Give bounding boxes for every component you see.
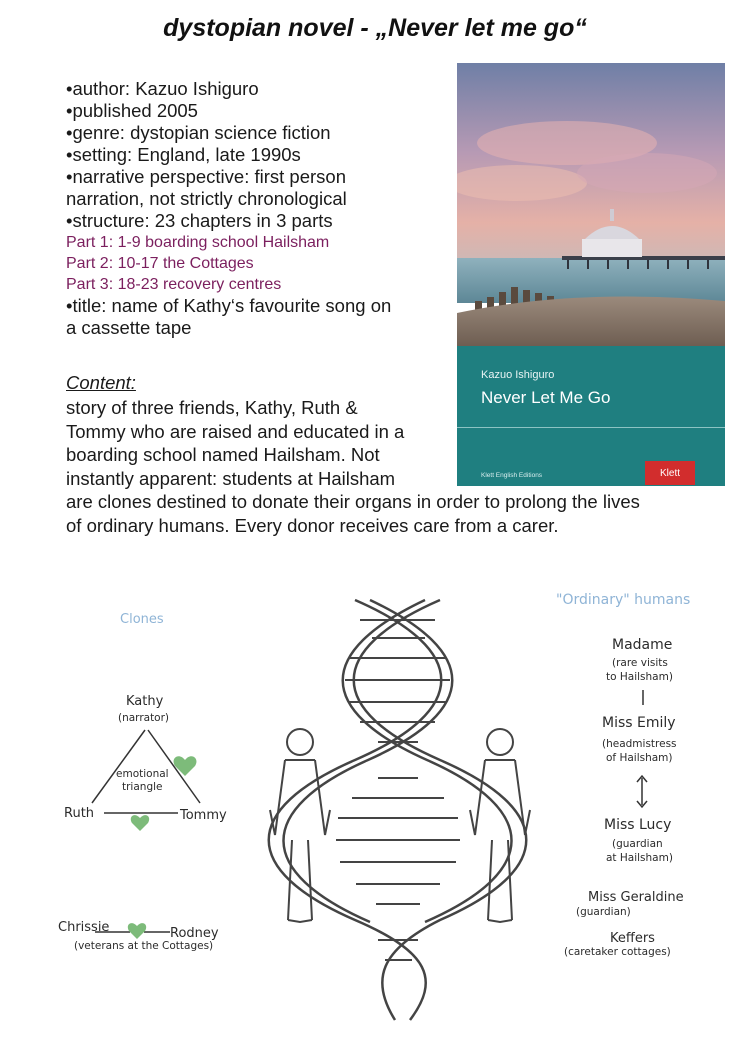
kathy-label: Kathy (126, 694, 164, 709)
fact-setting: •setting: England, late 1990s (66, 144, 301, 165)
fact-title: •title: name of Kathy‘s favourite song on (66, 295, 392, 316)
book-facts (66, 78, 456, 339)
content-line: of ordinary humans. Every donor receives care from a carer. (66, 514, 559, 536)
page-title: dystopian novel - „Never let me go“ (163, 14, 587, 42)
lucy-note-line1: (guardian (612, 838, 663, 850)
heart-icon (128, 923, 146, 939)
person-icon (270, 729, 330, 922)
cover-author: Kazuo Ishiguro (481, 369, 555, 381)
heart-icon (131, 815, 149, 831)
kathy-note: (narrator) (118, 712, 170, 724)
content-heading: Content: (66, 372, 136, 393)
triangle-note-line2: triangle (122, 781, 163, 793)
miss-emily-label: Miss Emily (602, 715, 676, 731)
fact-perspective-cont: narration, not strictly chronological (66, 188, 347, 209)
part-1: Part 1: 1-9 boarding school Hailsham (66, 234, 330, 251)
emily-note-line1: (headmistress (602, 738, 677, 750)
content-line: story of three friends, Kathy, Ruth & (66, 397, 358, 418)
character-diagram (0, 560, 750, 1040)
heart-icon (174, 756, 197, 776)
fact-perspective: •narrative perspective: first person (66, 166, 346, 187)
madame-note-line2: to Hailsham) (606, 671, 673, 683)
chrissie-label: Chrissie (58, 920, 110, 935)
content-line: boarding school named Hailsham. Not (66, 444, 380, 465)
cover-edition: Klett English Editions (481, 472, 543, 479)
madame-note-line1: (rare visits (612, 657, 668, 669)
keffers-note: (caretaker cottages) (564, 946, 671, 958)
tommy-label: Tommy (180, 808, 227, 823)
content-line: are clones destined to donate their organs in order to prolong the lives (66, 491, 640, 512)
fact-genre: •genre: dystopian science fiction (66, 122, 331, 143)
dna-helix-icon (269, 600, 527, 1020)
miss-geraldine-label: Miss Geraldine (588, 890, 684, 905)
klett-logo: Klett (645, 461, 695, 485)
ordinary-humans-label: "Ordinary" humans (556, 592, 691, 608)
clones-label: Clones (120, 612, 164, 627)
veterans-note: (veterans at the Cottages) (74, 940, 214, 952)
madame-label: Madame (612, 637, 673, 653)
ruth-label: Ruth (64, 806, 95, 821)
triangle-note-line1: emotional (116, 768, 169, 780)
emily-note-line2: of Hailsham) (606, 752, 673, 764)
fact-published: •published 2005 (66, 100, 198, 121)
book-cover (457, 63, 725, 486)
cover-photo-pier (457, 63, 725, 346)
cover-title: Never Let Me Go (481, 388, 611, 407)
content-line: Tommy who are raised and educated in a (66, 420, 405, 442)
content-line: instantly apparent: students at Hailsham (66, 467, 396, 489)
rodney-label: Rodney (170, 926, 219, 941)
fact-title-cont: a cassette tape (66, 317, 192, 338)
part-2: Part 2: 10-17 the Cottages (66, 255, 254, 272)
miss-lucy-label: Miss Lucy (604, 817, 672, 833)
fact-structure: •structure: 23 chapters in 3 parts (66, 210, 333, 231)
lucy-note-line2: at Hailsham) (606, 852, 673, 864)
cover-divider (457, 427, 725, 428)
keffers-label: Keffers (610, 931, 655, 946)
geraldine-note: (guardian) (576, 906, 631, 918)
part-3: Part 3: 18-23 recovery centres (66, 276, 282, 293)
fact-author: •author: Kazuo Ishiguro (66, 78, 259, 99)
